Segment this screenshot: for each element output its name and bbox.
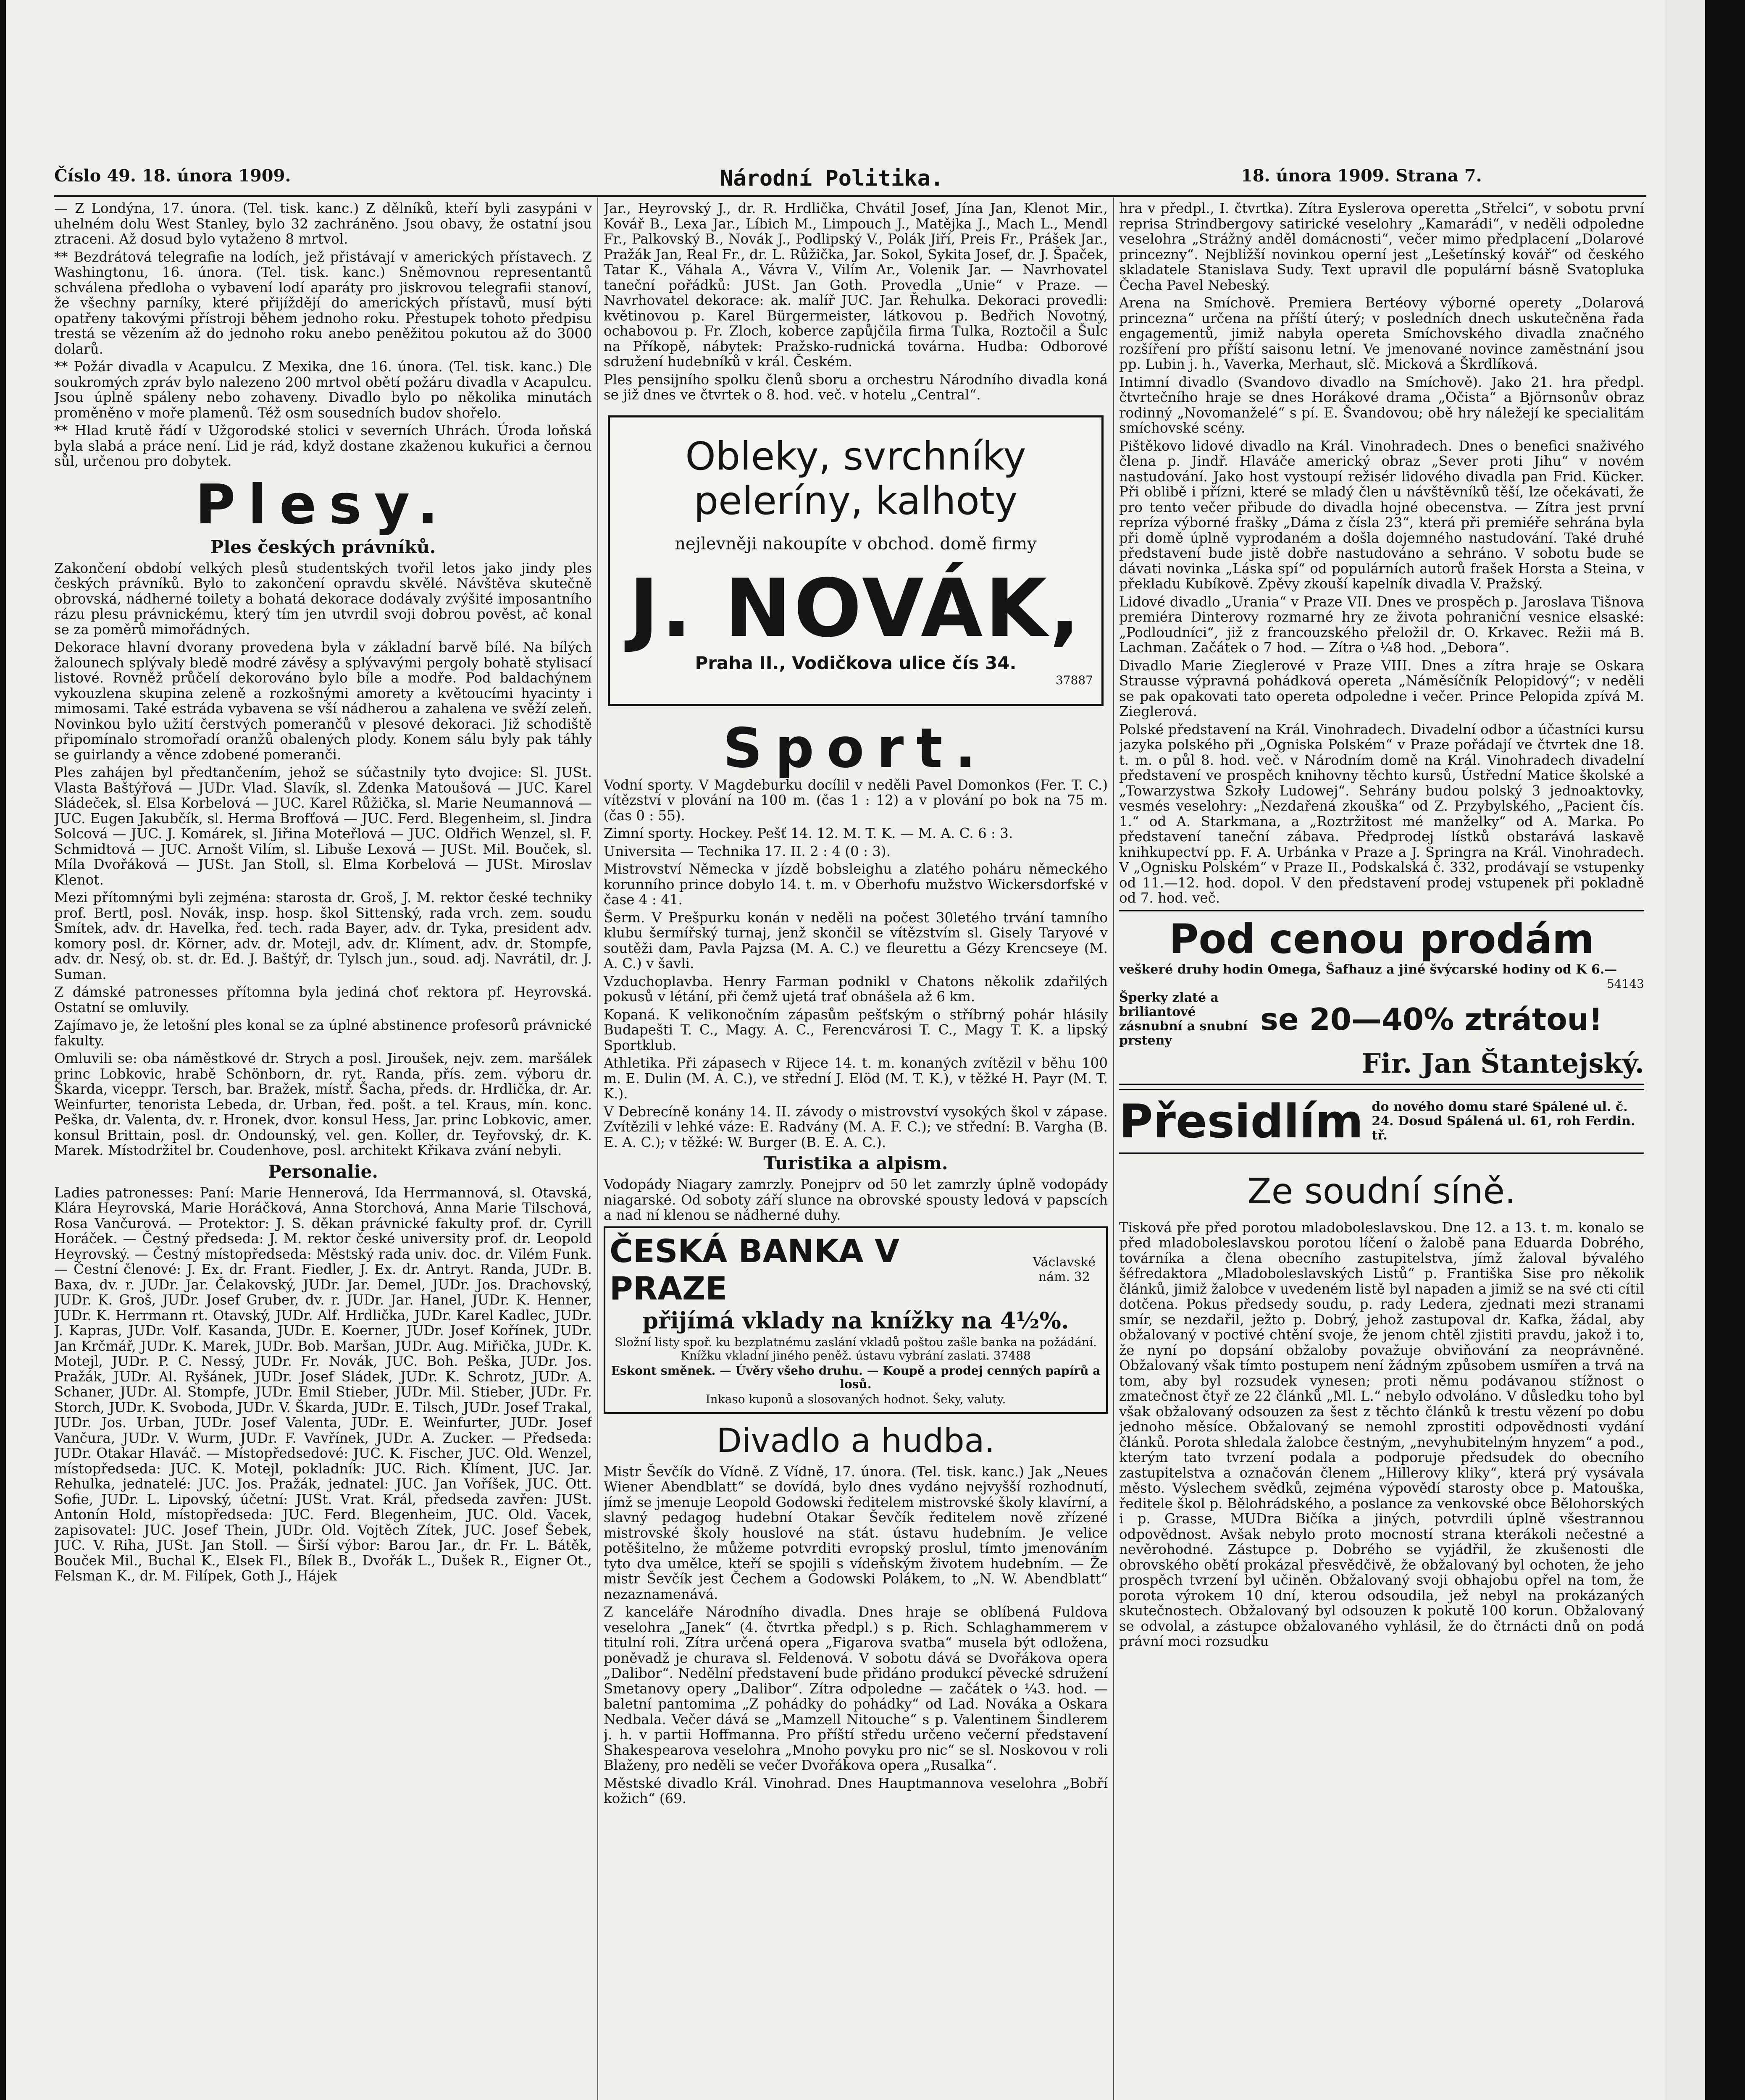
article-hunger: ** Hlad krutě řádí v Užgorodské stolici v severních Uhrách. Úroda loňská byla slabá a práce není. Lid je rád, když dostane zkaženou kukuřici a černou sůl, určenou pro dobytek. — [54, 423, 592, 469]
paragraph: Z dámské patronesses přítomna byla jediná choť rektora pf. Heyrovská. Ostatní se omluvily. — [54, 984, 592, 1016]
advertisement-stantejsky — [1119, 910, 1644, 1085]
paragraph: Ladies patronesses: Paní: Marie Hennerová, Ida Herrmannová, sl. Otavská, Klára Heyrovská, Marie Horáčková, Anna Storchová, Anna Marie Tilschová, Rosa Vančurová. — Protektor: J. S. děkan právnické fakulty prof. dr. Cyrill Horáček. — Čestný předseda: J. M. rektor české university prof. dr. Leopold Heyrovský. — Čestný místopředseda: Městský rada univ. doc. dr. Vilém Funk. — Čestní členové: J. Ex. dr. Frant. Fiedler, J. Ex. dr. Antryt. Randa, JUDr. B. Baxa, dv. r. JUDr. Jar. Čelakovský, JUDr. Jar. Demel, JUDr. Jos. Drachovský, JUDr. K. Groš, JUDr. Josef Gruber, dv. r. JUDr. Jar. Hanel, JUDr. K. Henner, JUDr. K. Herrmann rt. Otavský, JUDr. Alf. Hrdlička, JUDr. Karel Kadlec, JUDr. J. Kapras, JUDr. Volf. Kasanda, JUDr. E. Koerner, JUDr. Josef Kořínek, JUDr. Jan Krčmář, JUDr. K. Marek, JUDr. Bob. Maršan, JUDr. Aug. Miřička, JUDr. K. Motejl, JUDr. P. C. Nessý, JUDr. Fr. Novák, JUC. Boh. Peška, JUDr. Jos. Pražák, JUDr. Al. Ryšánek, JUDr. Josef Sládek, JUDr. K. Schrotz, JUDr. A. Schaner, JUDr. Al. Stompfe, JUDr. Emil Stieber, JUDr. Mil. Stieber, JUDr. Fr. Storch, JUDr. K. Svoboda, JUDr. V. Škarda, JUDr. E. Tilsch, JUDr. Josef Trakal, JUDr. Jos. Urban, JUDr. Josef Valenta, JUDr. E. Weinfurter, JUDr. Josef Vančura, JUDr. V. Wurm, JUDr. F. Vavřínek, JUDr. A. Zucker. — Předseda: JUDr. Otakar Hlaváč. — Místopředsedové: JUC. K. Fischer, JUC. Old. Wenzel, místopředseda: JUC. K. Motejl, pokladník: JUC. Rich. Klíment, JUC. Jar. Rehulka, jednatelé: JUC. Jos. Pražák, jednatel: JUC. Jan Voříšek, JUC. Ott. Sofie, JUDr. L. Lipovský, účetní: JUSt. Vrat. Král, předseda zavřen: JUSt. Antonín Hold, místopředseda: JUC. Ferd. Blegenheim, JUC. Old. Vacek, zapisovatel: JUC. Josef Thein, JUDr. Old. Vojtěch Zítek, JUC. Josef Šebek, JUC. V. Riha, JUSt. Jan Stoll. — Širší výbor: Barou Jar., dr. Fr. L. Bátěk, Bouček Mil., Buchal K., Elsek Fl., Bílek B., Dvořák L., Dušek R., Eigner Ot., Felsman K., dr. M. Filípek, Goth J., Hájek — [54, 1184, 592, 1584]
paragraph: Divadlo Marie Zieglerové v Praze VIII. Dnes a zítra hraje se Oskara Strausse výpravná pohádková opereta „Náměsíčník Pelopidový“; v neděli se pak opakovati tato opereta odpoledne i večer. Prince Pelopida zpívá M. Zieglerová. — [1119, 657, 1644, 719]
ad-headline: Pod cenou prodám — [1169, 915, 1595, 963]
masthead: Národní Politika. — [720, 166, 944, 191]
column-divider — [597, 197, 598, 2100]
paragraph: Kopaná. K velikonočním zápasům pešťským o stříbrný pohár hlásily Budapešti T. C., Magy. A. C., Ferencvárosi T. C., Magy T. K. a lipský Sportklub. — [604, 1006, 1108, 1053]
paragraph: Polské představení na Král. Vinohradech. Divadelní odbor a účastníci kursu jazyka polského při „Ogniska Polském“ v Praze pořádají ve čtvrtek dne 18. t. m. o půl 8. hod. več. v Národním domě na Král. Vinohradech divadelní představení ve prospěch knihovny těchto kursů, Ústřední Matice školské a „Towarzystwa Szkoły Ludowej“. Sehrány budou polský 3 jednoaktovky, vesmés veselohry: „Nezdařená zkouška“ od Z. Przybylského, „Pacient čís. 1.“ od A. Starkmana, a „Roztržitost mé manželky“ od A. Marka. Po představení taneční zábava. Předprodej lístků obstarává laskavě knihkupectví pp. F. A. Urbánka v Praze a J. Springra na Král. Vinohradech. V „Ognisku Polském“ v Praze II., Podskalská č. 332, prodávají se vstupenky od 11.—12. hod. dopol. V den představení prodej vstupenek při pokladně od 7. hod. več. — [1119, 721, 1644, 906]
ad-headline: peleríny, kalhoty — [694, 478, 1018, 523]
ad-number: 37887 — [1055, 673, 1093, 687]
paragraph: Městské divadlo Král. Vinohrad. Dnes Hauptmannova veselohra „Bobří kožich“ (69. — [604, 1775, 1108, 1806]
paragraph: Z kanceláře Národního divadla. Dnes hraje se oblíbená Fuldova veselohra „Janek“ (4. čtvrtka předpl.) s p. Rich. Schlaghammerem v titulní roli. Zítra určená opera „Figarova svatba“ musela být odložena, poněvadž je churava sl. Feldenová. V sobotu dává se Dvořákova opera „Dalibor“. Nedělní představení bude přidáno produkcí pěvecké sdružení Smetanovy opery „Dalibor“. Zítra odpoledne — začátek o ¼3. hod. — baletní pantomima „Z pohádky do pohádky“ od Lad. Nováka a Oskara Nedbala. Večer dává se „Mamzell Nitouche“ s p. Valentinem Šindlerem j. h. v partii Hoffmanna. Pro příští středu určeno večerní představení Shakespearova veselohra „Mnoho povyku pro nic“ se sl. Noskovou v roli Blaženy, pro neděli se večer Dvořákova opera „Rusalka“. — [604, 1604, 1108, 1773]
paragraph: Vodopády Niagary zamrzly. Ponejprv od 50 let zamrzly úplně vodopády niagarské. Od soboty září slunce na obrovské spousty ledová v papscích a nad ní klenou se nádherné duhy. — [604, 1176, 1108, 1223]
page-edge — [1665, 0, 1705, 2100]
column-divider — [1113, 197, 1114, 2100]
paragraph: Zimní sporty. Hockey. Pešť 14. 12. M. T. K. — M. A. C. 6 : 3. — [604, 825, 1013, 841]
section-title-divadlo: Divadlo a hudba. — [716, 1422, 995, 1460]
paragraph: Intimní divadlo (Svandovo divadlo na Smíchově). Jako 21. hra předpl. čtvrtečního hraje se dnes Horákové drama „Očista“ a Björnsonův obraz rodinný „Novomanželé“ s pí. E. Švandovou; obě hry náležejí ke specialitám smíchovské scény. — [1119, 374, 1644, 436]
column-1 — [54, 201, 592, 2100]
advertisement-presidlim — [1119, 1089, 1644, 1154]
subheading-personalie: Personalie. — [268, 1161, 378, 1182]
paragraph: Tisková pře před porotou mladoboleslavskou. Dne 12. a 13. t. m. konalo se před mladoboleslavskou porotou líčení o žalobě pana Eduarda Dobrého, továrníka a člena obecního zastupitelstva, jímž žaloval bývalého šéfredaktora „Mladoboleslavských Listů“ p. Františka Sise pro několik článků, jimiž žalobce v uvedeném listě byl napaden a jimiž se na své cti cítil dotčena. Pokus předsedy soudu, p. rady Ledera, zjednati mezi stranami smír, se nezdařil, ježto p. Dobrý, jehož zastupoval dr. Kafka, žádal, aby obžalovaný v poctivé chtění svoje, že jenom chtěl zjistiti pravdu, jakož i to, že nyní po dopsání obžaloby považuje obviňování za neoprávněné. Obžalovaný však tímto postupem není žádným způsobem usmířen a trvá na tom, aby byl rozsudek vynesen; proti němu podávanou stížnost o zmatečnost čtyř ze 22 článků „Ml. L.“ nebylo odvoláno. V důsledku toho byl však obžalovaný odsouzen za šest z těchto článků k trestu vězení po dobu jednoho měsíce. Obžalovaný se nemohl zprostiti odpovědnosti vydání článků. Porota shledala žalobce čestným, „nevyhubitelným hnyzem“ a pod., kterým tato tvrzení podala a podporuje předsudek do obecního zastupitelstva a označován členem „Hillerovy kliky“, která prý vysávala město. Výslechem svědků, zejména výpovědí starosty obce p. Matouška, ředitele škol p. Bělohrádského, a poslance za venkovské obce Bělohorských i p. Grasse, MUDra Bičíka a jiných, potvrdili úplně všestrannou odpovědnost. Avšak nebylo proto mocností strana kterákoli nečestné a nevěrohodné. Zástupce p. Dobrého se vyjádřil, že zkušenosti dle obrovského obětí prokázal přesvědčivě, že obžalovaný byl ochoten, že jeho prospěch tvrzení byl učiněn. Obžalovaný svoji obhajobu opřel na tom, že porota výrokem 10 dní, kterou odsoudila, jež nebyl na prokázaných skutečnostech. Obžalovaný byl odsouzen k pokutě 100 korun. Obžalovaný se odvolal, a zástupce obžalovaného vyhlásil, že do čtrnácti dnů on podá právní moci rozsudku — [1119, 1219, 1644, 1649]
paragraph: Omluvili se: oba náměstkové dr. Strych a posl. Jiroušek, nejv. zem. maršálek princ Lobkovic, hrabě Schönborn, dr. ryt. Randa, přís. zem. výboru dr. Škarda, viceppr. Tersch, bar. Bražek, místř. Šacha, předs. dr. Hrdlička, dr. Ar. Weinfurter, tenorista Lebeda, dr. Urban, řed. pošt. a tel. Kraus, mín. konc. Peška, dr. Valenta, dv. r. Hronek, dvor. konsul Hess, Jar. princ Lobkovic, amer. konsul Brittain, posl. dr. Ondounský, vel. gen. Koller, dr. Teyřovský, dr. K. Marek. Místodržitel br. Coudenhove, posl. architekt Křikava zvání nebyli. — [54, 1050, 592, 1158]
bank-text: Eskont směnek. — Úvěry všeho druhu. — Koupě a prodej cenných papírů a losů. — [611, 1363, 1101, 1391]
section-title-plesy: Plesy. — [195, 472, 451, 536]
ad-address: Praha II., Vodičkova ulice čís 34. — [695, 652, 1017, 673]
paragraph: Pištěkovo lidové divadlo na Král. Vinohradech. Dnes o benefici snaživého člena p. Jindř. Hlaváče americký obraz „Sever proti Jihu“ v novém nastudování. Jako host vystoupí režisér lidového divadla pan Frid. Kücker. Při oblibě i přízni, které se mladý člen u návštěvníků těší, lze očekávati, že pro tento večer přibude do divadla hojné obecenstva. — Zítra jest první repríza výborné frašky „Dáma z čísla 23“, která při premiéře sehrána byla při domě úplně vyprodaném a došla dojemného nastudování. Také druhé představení bude jistě dobře nastudováno a sehráno. V sobotu bude se dávati novinka „Láska spí“ od populárních autorů frašek Horsta a Steina, v překladu Kubíkově. Zpěvy zkouší kapelník divadla V. Pražský. — [1119, 438, 1644, 592]
article-heading-ples: Ples českých právníků. — [210, 536, 436, 557]
ad-number: 54143 — [1606, 976, 1644, 991]
column-3 — [1119, 201, 1644, 2100]
header-issue: Číslo 49. 18. února 1909. — [54, 166, 291, 186]
paragraph: Arena na Smíchově. Premiera Bertéovy výborné operety „Dolarová princezna“ určena na příští úterý; v posledních dnech uskutečněna řada engagementů, jimiž nabyla opereta Smíchovského divadla značného rozšíření pro příští saisonu letní. Ve jmenované novince zaměstnání jsou pp. Lubin j. h., Vaverka, Merhaut, slč. Micková a Škrdlíková. — [1119, 295, 1644, 372]
bank-offer: přijímá vklady na knížky na 4½%. — [642, 1307, 1069, 1334]
ad-discount: se 20—40% ztrátou! — [1260, 1001, 1603, 1037]
paragraph: Mistrovství Německa v jízdě bobsleighu a zlatého poháru německého korunního prince dobylo 14. t. m. v Oberhofu mužstvo Wickersdorfské v čase 4 : 41. — [604, 861, 1108, 908]
advertisement-bank — [604, 1226, 1108, 1414]
ad-firm-name: J. NOVÁK, — [629, 562, 1083, 655]
article-telegraphy: ** Bezdrátová telegrafie na lodích, jež přistávají v amerických přístavech. Z Washingtonu, 16. února. (Tel. tisk. kanc.) Sněmovnou representantů schválena předloha o vybavení lodí aparáty pro jiskrovou telegrafii stanoví, že všechny parníky, které přijíždějí do amerických přístavů, musí býti opatřeny takovými přístroji během jednoho roku. Přestupek tohoto předpisu trestá se vězením až do jednoho roku anebo peněžitou pokutou až do 3000 dolarů. — [54, 249, 592, 357]
header-date-page: 18. února 1909. Strana 7. — [1241, 166, 1482, 186]
paragraph: Zajímavo je, že letošní ples konal se za úplné abstinence profesorů právnické fakulty. — [54, 1017, 592, 1049]
paragraph: Universita — Technika 17. II. 2 : 4 (0 : 3). — [604, 843, 891, 859]
bank-name: ČESKÁ BANKA V PRAZE — [610, 1232, 899, 1307]
paragraph: hra v předpl., I. čtvrtka). Zítra Eyslerova operetta „Střelci“, v sobotu první reprisa Strindbergovy satirické veselohry „Kamarádi“, v neděli odpoledne veselohra „Strážný anděl domácnosti“, večer mimo předplacení „Dolarové princezny“. Nejbližší novinkou operní jest „Lešetínský kovář“ od českého skladatele Stanislava Sudy. Text upravil dle populární básně Svatopluka Čecha Pavel Nebeský. — [1119, 201, 1644, 293]
ad-text: do nového domu staré Spálené ul. č. 24. Dosud Spálená ul. 61, roh Ferdin. tř. — [1372, 1099, 1635, 1143]
paragraph: Dekorace hlavní dvorany provedena byla v základní barvě bílé. Na bílých žalounech splývaly bledě modré závěsy a splývavými pergoly bohatě stylisací listové. Rovněž průčelí dekorováno bylo bíle a modře. Pod baldachýnem vykouzlena skupina zeleně a rozkošnými amorety a květoucími hyacinty i mimosami. Také estráda vybavena se vší nádherou a zahalena ve svěží zeleň. Novinkou bylo užití čerstvých pomerančů v plesové dekoraci. Již schodiště připomínalo stromořadí oranžů obalených plody. Konem sálu byly pak táhly se guirlandy a věnce zdobené pomeranči. — [54, 639, 592, 763]
ad-headline: Obleky, svrchníky — [685, 433, 1026, 479]
paragraph: Ples pensijního spolku členů sboru a orchestru Národního divadla koná se již dnes ve čtvrtek o 8. hod. več. v hotelu „Central“. — [604, 371, 1108, 403]
header-rule — [54, 195, 1646, 197]
bank-location: Václavské nám. 32 — [1033, 1255, 1096, 1284]
paragraph: Vzduchoplavba. Henry Farman podnikl v Chatons několik zdařilých pokusů v létání, při čemž ujetá trať obnášela až 6 km. — [604, 973, 1108, 1005]
paragraph: Vodní sporty. V Magdeburku docílil v neděli Pavel Domonkos (Fer. T. C.) vítězství v plování na 100 m. (čas 1 : 12) a v plování po bok na 75 m. (čas 0 : 55). — [604, 777, 1108, 824]
paragraph: Athletika. Při zápasech v Rijece 14. t. m. konaných zvítězil v běhu 100 m. E. Dulin (M. A. C.), ve střední J. Elöd (M. T. K.), v těžké H. Payr (M. T. K.). — [604, 1055, 1108, 1102]
paragraph: Lidové divadlo „Urania“ v Praze VII. Dnes ve prospěch p. Jaroslava Tišnova premiéra Dinterovy rozmarné hry ze života pohraniční vesnice elsaské: „Podloudníci“, již z francouzského přeložil dr. O. Krkavec. Režii má B. Lachman. Začátek o 7 hod. — Zítra o ¼8 hod. „Debora“. — [1119, 593, 1644, 656]
paragraph: Šerm. V Prešpurku konán v neděli na počest 30letého trvání tamního klubu šermířský turnaj, jenž skončil se vítězstvím sl. Gisely Taryové v soutěži dam, Pavla Pajzsa (M. A. C.) ve fleurettu a Gézy Krencseye (M. A. C.) v šavli. — [604, 909, 1108, 971]
bank-text: Složní listy spoř. ku bezplatnému zaslání vkladů poštou zašle banka na požádání. Knížku vkladní jiného peněž. ústavu vybrání zaslati. 37488 — [615, 1335, 1097, 1362]
ad-text: Šperky zlaté a briliantové zásnubní a snubní prsteny — [1119, 990, 1248, 1048]
article-acapulco: ** Požár divadla v Acapulcu. Z Mexika, dne 16. února. (Tel. tisk. kanc.) Dle soukromých zpráv bylo nalezeno 200 mrtvol obětí požáru divadla v Acapulcu. Jsou úplně spáleny nebo zohaveny. Divadlo bylo po několika minutách proměněno v moře plamenů. Též osm sousedních budov shořelo. — [54, 359, 592, 421]
bank-header-row — [610, 1232, 1102, 1307]
section-title-soud: Ze soudní síně. — [1247, 1170, 1516, 1212]
paragraph: Mistr Ševčík do Vídně. Z Vídně, 17. února. (Tel. tisk. kanc.) Jak „Neues Wiener Abendblatt“ se dovídá, bylo dnes vydáno nejvyšší rozhodnutí, jímž se jmenuje Leopold Godowski ředitelem mistrovské školy klavírní, a slavný pedagog hudební Otakar Ševčík ředitelem nově zřízené mistrovské školy houslové na stát. ústavu hudebním. Je velice potěšitelno, že můžeme potvrditi evropský proslul, tímto jmenováním tyto dva umělce, kteří se spojili s vídeňským životem hudebním. — Že mistr Ševčík jest Čechem a Godowski Polákem, to „N. W. Abendblatt“ nezaznamenává. — [604, 1463, 1108, 1602]
ad-text: veškeré druhy hodin Omega, Šafhauz a jiné švýcarské hodiny od K 6.— — [1119, 962, 1617, 977]
column-2 — [604, 201, 1108, 2100]
paragraph: Mezi přítomnými byli zejména: starosta dr. Groš, J. M. rektor české techniky prof. Bertl, posl. Novák, insp. hosp. škol Sittenský, rada vrch. zem. soudu Smítek, adv. dr. Havelka, řed. tech. rada Bayer, adv. dr. Tyka, president adv. komory posl. dr. Körner, adv. dr. Motejl, adv. dr. Klíment, adv. dr. Stompfe, adv. dr. Nesý, ob. st. dr. Ed. J. Baštýř, dr. Tylsch jun., soud. adj. Navrátil, dr. J. Suman. — [54, 890, 592, 982]
advertisement-novak — [608, 415, 1104, 706]
ad-text: nejlevněji nakoupíte v obchod. domě firmy — [675, 534, 1037, 554]
section-title-turistika: Turistika a alpism. — [763, 1153, 948, 1173]
ad-headline: Přesidlím — [1119, 1094, 1364, 1148]
newspaper-page — [6, 0, 1705, 2100]
bank-text: Inkaso kuponů a slosovaných hodnot. Šeky, valuty. — [705, 1392, 1006, 1406]
article-london: — Z Londýna, 17. února. (Tel. tisk. kanc.) Z dělníků, kteří byli zasypáni v uhelném dolu West Stanley, bylo 32 zachráněno. Jsou obavy, že ostatní jsou ztraceni. Až dosud bylo vytaženo 8 mrtvol. — [54, 201, 592, 247]
section-title-sport: Sport. — [723, 716, 988, 780]
paragraph: V Debrecíně konány 14. II. závody o mistrovství vysokých škol v zápase. Zvítězili v lehké váze: E. Radvány (M. A. F. C.); ve střední: B. Vargha (B. E. A. C.); v těžké: W. Burger (B. E. A. C.). — [604, 1103, 1108, 1150]
paragraph: Ples zahájen byl předtančením, jehož se súčastnily tyto dvojice: Sl. JUSt. Vlasta Baštýřová — JUDr. Vlad. Slavík, sl. Zdenka Matoušová — JUC. Karel Sládeček, sl. Elsa Korbelová — JUC. Karel Růžička, sl. Marie Neumannová — JUC. Eugen Jakubčík, sl. Herma Brofťová — JUC. Ferd. Blegenheim, sl. Jindra Solcová — JUC. J. Komárek, sl. Jiřina Moteřlová — JUC. Oldřich Wenzel, sl. F. Schmidtová — JUC. Arnošt Vilím, sl. Libuše Lexová — JUSt. Mil. Bouček, sl. Míla Dvořáková — JUSt. Jan Stoll, sl. Elma Korbelová — JUSt. Miroslav Klenot. — [54, 764, 592, 888]
ad-row — [1119, 991, 1644, 1048]
ad-firm-name: Fir. Jan Štantejský. — [1361, 1047, 1644, 1079]
paragraph: Jar., Heyrovský J., dr. R. Hrdlička, Chvátil Josef, Jína Jan, Klenot Mir., Kovář B., Lexa Jar., Líbich M., Limpouch J., Matějka J., Mach L., Mendl Fr., Palkovský B., Novák J., Podlipský V., Polák Jiří, Preis Fr., Prášek Jar., Pražák Jan, Real Fr., dr. L. Růžička, Jar. Sokol, Sykita Josef, dr. J. Špaček, Tatar K., Váhala A., Vávra V., Vilím Ar., Volenik Jar. — Navrhovatel taneční pořádků: JUSt. Jan Goth. Provedla „Unie“ v Praze. — Navrhovatel dekorace: ak. malíř JUC. Jar. Řehulka. Dekoraci provedli: květinovou p. Karel Bürgermeister, látkovou p. Bedřich Novotný, ochabovou p. Fr. Zloch, koberce zapůjčila firma Tulka, Roztočil a Šulc na Příkopě, nábytek: Pražsko-rudnická továrna. Hudba: Odborové sdružení hudebníků v král. Českém. — [604, 201, 1108, 370]
paragraph: Zakončení období velkých plesů studentských tvořil letos jako jindy ples českých právníků. Bylo to zakončení opravdu skvělé. Návštěva skutečně obrovská, nádherné toilety a bohatá dekorace dodávaly zvýšité imposantního rázu plesu právnickému, který tím jen utvrdil svoji dobrou pověst, ač konal se za poměrů mimořádných. — [54, 560, 592, 638]
